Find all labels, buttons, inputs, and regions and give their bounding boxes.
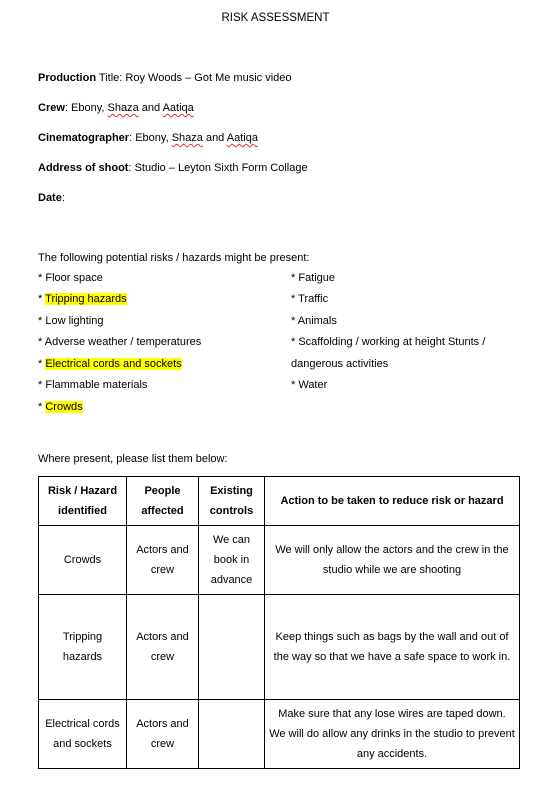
hazard-item: * Flammable materials (38, 379, 148, 391)
hazard-item: * Traffic (291, 293, 329, 305)
cell-hazard: Electrical cords and sockets (39, 700, 127, 769)
cell-hazard: Crowds (39, 526, 127, 595)
header-existing-controls: Existing controls (199, 477, 265, 526)
cell-people: Actors and crew (127, 595, 199, 700)
highlighted-hazard: Crowds (45, 401, 83, 413)
cell-people: Actors and crew (127, 526, 199, 595)
crew-name-shaza: Shaza (107, 102, 139, 114)
address-label: Address of shoot (38, 162, 129, 174)
cinematographer-and: and (202, 132, 227, 144)
highlighted-hazard: Tripping hazards (45, 293, 127, 305)
cell-controls (199, 595, 265, 700)
hazard-item: * Water (291, 379, 328, 391)
cinematographer-separator: : Ebony, (129, 132, 172, 144)
crew-line (38, 102, 194, 114)
table-header-row (39, 477, 520, 526)
address-value: : Studio – Leyton Sixth Form Collage (128, 162, 308, 174)
date-line (38, 192, 65, 204)
cell-action: We will only allow the actors and the crew in the studio while we are shooting (265, 526, 520, 595)
cell-people: Actors and crew (127, 700, 199, 769)
cinematographer-name-aatiqa: Aatiqa (226, 132, 258, 144)
hazard-item: * Adverse weather / temperatures (38, 336, 202, 348)
hazard-item: * Animals (291, 315, 337, 327)
hazard-item: * Scaffolding / working at height Stunts / (291, 336, 486, 348)
crew-label: Crew (38, 102, 65, 114)
table-row (39, 526, 520, 595)
hazard-item: * Floor space (38, 272, 103, 284)
date-value: : (61, 192, 65, 204)
hazard-item: * Tripping hazards (38, 293, 127, 305)
address-line (38, 162, 308, 174)
cinematographer-line (38, 132, 258, 144)
cinematographer-name-shaza: Shaza (171, 132, 203, 144)
cell-action: Make sure that any lose wires are taped down. We will do allow any drinks in the studio to prevent any accidents. (265, 700, 520, 769)
production-value: Title: Roy Woods – Got Me music video (96, 72, 292, 84)
hazards-intro: The following potential risks / hazards might be present: (38, 252, 310, 264)
cell-action: Keep things such as bags by the wall and out of the way so that we have a safe space to work in. (265, 595, 520, 700)
risk-table (38, 476, 520, 769)
hazard-item: * Crowds (38, 401, 83, 413)
table-row (39, 595, 520, 700)
table-row (39, 700, 520, 769)
crew-and: and (138, 102, 163, 114)
document-title: RISK ASSESSMENT (221, 12, 330, 24)
hazard-item: * Fatigue (291, 272, 336, 284)
production-title-line (38, 72, 292, 84)
hazard-item: * Low lighting (38, 315, 104, 327)
date-label: Date (38, 192, 62, 204)
header-action: Action to be taken to reduce risk or hazard (265, 477, 520, 526)
header-risk-hazard: Risk / Hazard identified (39, 477, 127, 526)
production-label: Production (38, 72, 97, 84)
cell-hazard: Tripping hazards (39, 595, 127, 700)
crew-separator: : Ebony, (64, 102, 108, 114)
cell-controls: We can book in advance (199, 526, 265, 595)
header-people-affected: People affected (127, 477, 199, 526)
cell-controls (199, 700, 265, 769)
cinematographer-label: Cinematographer (38, 132, 130, 144)
crew-name-aatiqa: Aatiqa (162, 102, 194, 114)
list-prompt: Where present, please list them below: (38, 453, 228, 465)
highlighted-hazard: Electrical cords and sockets (45, 358, 182, 370)
hazard-item-continuation: dangerous activities (291, 358, 389, 370)
hazard-item: * Electrical cords and sockets (38, 358, 182, 370)
